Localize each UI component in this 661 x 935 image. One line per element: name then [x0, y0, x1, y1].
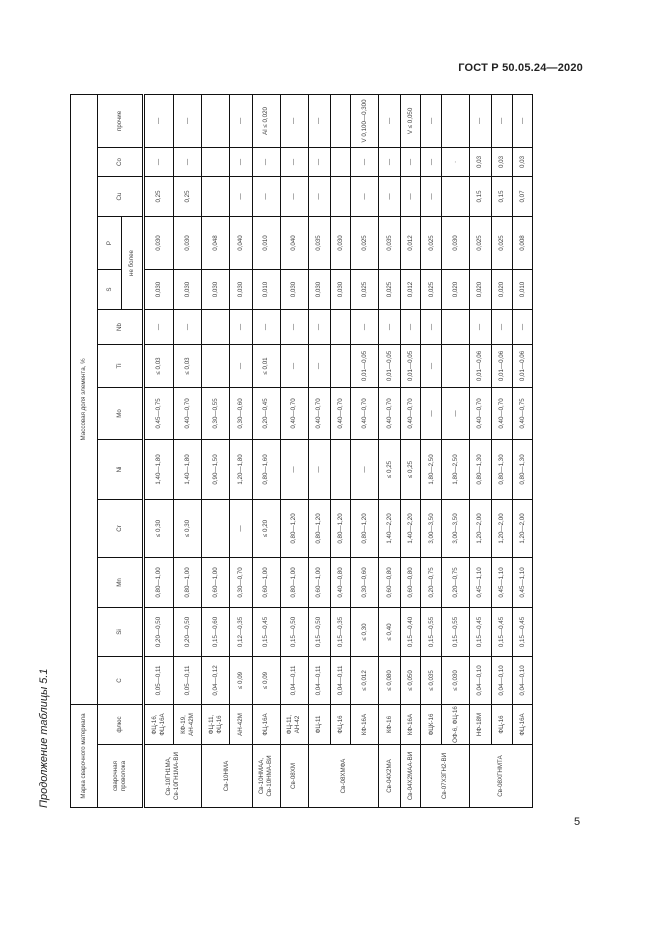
value-cell-cu: 0,25: [144, 176, 174, 216]
value-cell-ni: —: [280, 439, 308, 499]
element-header: S: [98, 269, 122, 309]
value-cell-cr: 0,80—1,20: [280, 499, 308, 557]
value-cell-nb: —: [308, 309, 330, 344]
value-cell-cu: [442, 176, 469, 216]
value-cell-other: —: [512, 94, 532, 147]
value-cell-si: 0,15—0,35: [330, 607, 350, 656]
value-cell-nb: —: [174, 309, 202, 344]
wire-grade-cell: Св-08ХГНМТА: [469, 745, 532, 808]
value-cell-mn: 0,30—0,70: [230, 557, 252, 607]
value-cell-other: —: [230, 94, 252, 147]
flux-cell: ФЦ-16А: [512, 704, 532, 744]
value-cell-co: —: [379, 147, 401, 176]
value-cell-p: 0,030: [330, 216, 350, 269]
value-cell-mo: 0,30—0,60: [230, 387, 252, 439]
flux-cell: ФЦ-11, ФЦ-16: [202, 704, 230, 744]
flux-cell: ОФ-6, ФЦ-16: [442, 704, 469, 744]
value-cell-p: 0,030: [174, 216, 202, 269]
value-cell-cu: —: [308, 176, 330, 216]
table-row: [202, 94, 230, 807]
element-header: Cu: [98, 176, 144, 216]
value-cell-ti: 0,01—0,05: [379, 344, 401, 387]
wire-grade-cell: Св-08ХМФА: [308, 745, 378, 808]
value-cell-si: 0,15—0,60: [202, 607, 230, 656]
value-cell-ni: —: [351, 439, 379, 499]
element-header: P: [98, 216, 122, 269]
value-cell-p: 0,030: [442, 216, 469, 269]
value-cell-co: —: [308, 147, 330, 176]
value-cell-ti: ≤ 0,01: [252, 344, 280, 387]
table-row: [252, 94, 280, 807]
flux-cell: ФЦК-16: [421, 704, 442, 744]
value-cell-ti: —: [280, 344, 308, 387]
value-cell-ni: 1,80—2,50: [442, 439, 469, 499]
value-cell-ti: 0,01—0,06: [512, 344, 532, 387]
flux-cell: КФ-19, АН-42М: [174, 704, 202, 744]
value-cell-mn: 0,80—1,00: [144, 557, 174, 607]
flux-cell: ФЦ-16А: [252, 704, 280, 744]
table-header: [71, 94, 144, 807]
element-header: Ni: [98, 439, 144, 499]
table-row: [351, 94, 379, 807]
wire-grade-cell: Св-08ХМ: [280, 745, 308, 808]
value-cell-cr: ≤ 0,30: [174, 499, 202, 557]
flux-cell: ФЦ-16: [330, 704, 350, 744]
value-cell-s: 0,030: [280, 269, 308, 309]
value-cell-mo: 0,40—0,70: [491, 387, 512, 439]
value-cell-other: V ≤ 0,050: [401, 94, 421, 147]
value-cell-c: 0,05—0,11: [174, 656, 202, 704]
value-cell-other: —: [491, 94, 512, 147]
value-cell-cr: 0,80—1,20: [308, 499, 330, 557]
not-more-header: не более: [122, 216, 144, 309]
value-cell-s: 0,030: [230, 269, 252, 309]
value-cell-c: ≤ 0,09: [230, 656, 252, 704]
value-cell-si: 0,15—0,45: [491, 607, 512, 656]
value-cell-nb: [330, 309, 350, 344]
value-cell-co: —: [351, 147, 379, 176]
value-cell-co: 0,03: [491, 147, 512, 176]
value-cell-ti: ≤ 0,03: [144, 344, 174, 387]
value-cell-mo: 0,40—0,70: [351, 387, 379, 439]
flux-cell: ФЦ-16: [491, 704, 512, 744]
value-cell-cu: [202, 176, 230, 216]
value-cell-ni: 1,40—1,80: [174, 439, 202, 499]
value-cell-p: 0,040: [280, 216, 308, 269]
composition-table: [70, 94, 533, 808]
element-header: Si: [98, 607, 144, 656]
value-cell-ti: —: [308, 344, 330, 387]
value-cell-co: —: [252, 147, 280, 176]
table-row: [442, 94, 469, 807]
table-row: [330, 94, 350, 807]
value-cell-mn: 0,45—1,10: [491, 557, 512, 607]
value-cell-s: 0,030: [202, 269, 230, 309]
value-cell-nb: —: [280, 309, 308, 344]
value-cell-nb: —: [491, 309, 512, 344]
value-cell-cr: 3,00—3,50: [442, 499, 469, 557]
value-cell-c: ≤ 0,012: [351, 656, 379, 704]
value-cell-ni: —: [308, 439, 330, 499]
value-cell-co: —: [280, 147, 308, 176]
element-header: Mn: [98, 557, 144, 607]
table-row: [280, 94, 308, 807]
table-row: [174, 94, 202, 807]
flux-cell: ФЦ-16, ФЦ-16А: [144, 704, 174, 744]
value-cell-mo: 0,45—0,75: [144, 387, 174, 439]
value-cell-co: ·: [442, 147, 469, 176]
value-cell-ti: 0,01—0,06: [469, 344, 491, 387]
value-cell-ti: 0,01—0,05: [351, 344, 379, 387]
value-cell-s: 0,025: [421, 269, 442, 309]
value-cell-s: 0,025: [351, 269, 379, 309]
flux-cell: КФ-16А: [351, 704, 379, 744]
value-cell-s: 0,030: [144, 269, 174, 309]
value-cell-ti: [202, 344, 230, 387]
value-cell-co: —: [421, 147, 442, 176]
value-cell-si: 0,15—0,55: [421, 607, 442, 656]
value-cell-s: 0,030: [308, 269, 330, 309]
flux-cell: АН-42М: [230, 704, 252, 744]
value-cell-c: ≤ 0,035: [421, 656, 442, 704]
value-cell-s: 0,030: [174, 269, 202, 309]
value-cell-cu: —: [421, 176, 442, 216]
value-cell-c: ≤ 0,080: [379, 656, 401, 704]
value-cell-other: —: [308, 94, 330, 147]
value-cell-mo: 0,40—0,70: [469, 387, 491, 439]
value-cell-mn: 0,45—1,10: [469, 557, 491, 607]
value-cell-mo: 0,20—0,45: [252, 387, 280, 439]
mass-fraction-header: Массовая доля элемента, %: [71, 94, 98, 704]
value-cell-nb: —: [351, 309, 379, 344]
value-cell-nb: —: [469, 309, 491, 344]
value-cell-p: 0,048: [202, 216, 230, 269]
value-cell-other: —: [280, 94, 308, 147]
table-row: [512, 94, 532, 807]
wire-grade-cell: Св-10НМА: [202, 745, 252, 808]
value-cell-si: 0,20—0,50: [144, 607, 174, 656]
value-cell-mn: 0,30—0,60: [351, 557, 379, 607]
value-cell-si: ≤ 0,40: [379, 607, 401, 656]
value-cell-other: —: [379, 94, 401, 147]
value-cell-p: 0,025: [491, 216, 512, 269]
flux-cell: НФ-18М: [469, 704, 491, 744]
value-cell-ti: [442, 344, 469, 387]
value-cell-cr: 3,00—3,50: [421, 499, 442, 557]
element-header: Nb: [98, 309, 144, 344]
value-cell-s: 0,012: [401, 269, 421, 309]
value-cell-ti: 0,01—0,06: [491, 344, 512, 387]
value-cell-ni: ≤ 0,25: [401, 439, 421, 499]
value-cell-mn: 0,80—1,00: [174, 557, 202, 607]
value-cell-c: ≤ 0,030: [442, 656, 469, 704]
value-cell-co: 0,03: [469, 147, 491, 176]
value-cell-mo: 0,40—0,70: [174, 387, 202, 439]
page-number: 5: [574, 816, 581, 828]
value-cell-si: 0,15—0,50: [280, 607, 308, 656]
value-cell-cr: 1,20—2,00: [491, 499, 512, 557]
wire-grade-cell: Св-04Х2МА: [379, 745, 401, 808]
value-cell-mn: 0,80—1,00: [280, 557, 308, 607]
value-cell-mo: 0,40—0,75: [512, 387, 532, 439]
brand-header: Марка сварочного материала: [71, 704, 98, 807]
value-cell-ni: 0,80—1,30: [491, 439, 512, 499]
value-cell-nb: —: [252, 309, 280, 344]
value-cell-co: —: [401, 147, 421, 176]
value-cell-mo: 0,30—0,55: [202, 387, 230, 439]
value-cell-s: 0,010: [252, 269, 280, 309]
table-row: [401, 94, 421, 807]
value-cell-mo: 0,40—0,70: [308, 387, 330, 439]
value-cell-ti: 0,01—0,05: [401, 344, 421, 387]
value-cell-cr: 1,20—2,00: [469, 499, 491, 557]
element-header: прочие: [98, 94, 144, 147]
value-cell-cu: [330, 176, 350, 216]
value-cell-cr: —: [230, 499, 252, 557]
value-cell-cr: 1,20—2,00: [512, 499, 532, 557]
value-cell-mo: 0,40—0,70: [280, 387, 308, 439]
value-cell-nb: —: [379, 309, 401, 344]
value-cell-cr: 0,80—1,20: [351, 499, 379, 557]
flux-header: флюс: [98, 704, 144, 744]
value-cell-cr: 0,80—1,20: [330, 499, 350, 557]
value-cell-mn: 0,60—1,00: [308, 557, 330, 607]
value-cell-s: 0,020: [442, 269, 469, 309]
value-cell-c: ≤ 0,050: [401, 656, 421, 704]
value-cell-other: —: [421, 94, 442, 147]
flux-cell: ФЦ-11: [308, 704, 330, 744]
table-row: [144, 94, 174, 807]
value-cell-cu: —: [401, 176, 421, 216]
value-cell-other: —: [174, 94, 202, 147]
value-cell-s: 0,020: [469, 269, 491, 309]
value-cell-mn: 0,20—0,75: [442, 557, 469, 607]
value-cell-ni: 1,20—1,80: [230, 439, 252, 499]
value-cell-cu: —: [252, 176, 280, 216]
value-cell-other: [330, 94, 350, 147]
value-cell-ni: 0,90—1,50: [202, 439, 230, 499]
value-cell-cu: 0,25: [174, 176, 202, 216]
value-cell-other: [202, 94, 230, 147]
value-cell-mo: 0,40—0,70: [330, 387, 350, 439]
element-header: Co: [98, 147, 144, 176]
table-body: [144, 94, 533, 807]
element-header: Cr: [98, 499, 144, 557]
value-cell-s: 0,030: [330, 269, 350, 309]
value-cell-c: 0,04—0,10: [512, 656, 532, 704]
value-cell-cr: ≤ 0,30: [144, 499, 174, 557]
value-cell-si: 0,15—0,45: [252, 607, 280, 656]
value-cell-c: 0,04—0,11: [330, 656, 350, 704]
value-cell-other: —: [469, 94, 491, 147]
value-cell-cu: —: [230, 176, 252, 216]
value-cell-cu: —: [379, 176, 401, 216]
table-row: [421, 94, 442, 807]
value-cell-ni: [330, 439, 350, 499]
value-cell-c: ≤ 0,09: [252, 656, 280, 704]
value-cell-co: —: [144, 147, 174, 176]
value-cell-ni: 1,80—2,50: [421, 439, 442, 499]
value-cell-si: 0,15—0,45: [469, 607, 491, 656]
value-cell-co: —: [230, 147, 252, 176]
value-cell-other: —: [144, 94, 174, 147]
value-cell-cu: 0,07: [512, 176, 532, 216]
table-row: [469, 94, 491, 807]
flux-cell: КФ-16: [379, 704, 401, 744]
value-cell-mo: —: [421, 387, 442, 439]
value-cell-mo: 0,40—0,70: [401, 387, 421, 439]
value-cell-si: 0,20—0,50: [174, 607, 202, 656]
value-cell-co: [330, 147, 350, 176]
value-cell-p: 0,035: [308, 216, 330, 269]
value-cell-p: 0,025: [469, 216, 491, 269]
element-header: C: [98, 656, 144, 704]
value-cell-p: 0,012: [401, 216, 421, 269]
value-cell-mn: 0,45—1,10: [512, 557, 532, 607]
value-cell-co: 0,03: [512, 147, 532, 176]
value-cell-nb: [442, 309, 469, 344]
value-cell-mn: 0,60—0,80: [401, 557, 421, 607]
element-header: Mo: [98, 387, 144, 439]
wire-grade-cell: Св-10ГН1МА, Св-10ГН1МА-ВИ: [144, 745, 202, 808]
flux-cell: КФ-16А: [401, 704, 421, 744]
document-code: ГОСТ Р 50.05.24—2020: [458, 62, 583, 74]
value-cell-ti: [330, 344, 350, 387]
value-cell-ni: 0,80—1,30: [512, 439, 532, 499]
value-cell-other: Al ≤ 0,020: [252, 94, 280, 147]
value-cell-nb: —: [401, 309, 421, 344]
flux-cell: ФЦ-11, АН-42: [280, 704, 308, 744]
value-cell-cu: —: [280, 176, 308, 216]
wire-grade-cell: Св-07Х3ГН2-ВИ: [421, 745, 469, 808]
value-cell-cu: 0,15: [491, 176, 512, 216]
value-cell-cr: ≤ 0,20: [252, 499, 280, 557]
value-cell-cr: 1,40—2,20: [401, 499, 421, 557]
value-cell-si: 0,15—0,55: [442, 607, 469, 656]
value-cell-c: 0,04—0,10: [491, 656, 512, 704]
value-cell-mn: 0,60—1,00: [252, 557, 280, 607]
value-cell-cr: [202, 499, 230, 557]
value-cell-s: 0,025: [379, 269, 401, 309]
value-cell-nb: —: [144, 309, 174, 344]
value-cell-p: 0,025: [351, 216, 379, 269]
value-cell-ni: 0,80—1,30: [469, 439, 491, 499]
value-cell-other: V 0,100—0,300: [351, 94, 379, 147]
value-cell-p: 0,040: [230, 216, 252, 269]
value-cell-mn: 0,60—1,00: [202, 557, 230, 607]
value-cell-cu: 0,15: [469, 176, 491, 216]
value-cell-co: —: [174, 147, 202, 176]
value-cell-p: 0,030: [144, 216, 174, 269]
value-cell-ni: 1,40—1,80: [144, 439, 174, 499]
value-cell-s: 0,010: [512, 269, 532, 309]
table-caption: Продолжение таблицы 5.1: [38, 668, 50, 808]
composition-table-container: [70, 95, 533, 808]
value-cell-p: 0,035: [379, 216, 401, 269]
value-cell-si: 0,15—0,45: [512, 607, 532, 656]
value-cell-s: 0,020: [491, 269, 512, 309]
value-cell-mn: 0,60—0,80: [379, 557, 401, 607]
value-cell-mo: —: [442, 387, 469, 439]
value-cell-ni: ≤ 0,25: [379, 439, 401, 499]
value-cell-si: 0,15—0,40: [401, 607, 421, 656]
value-cell-p: 0,010: [252, 216, 280, 269]
value-cell-cr: 1,40—2,20: [379, 499, 401, 557]
value-cell-other: [442, 94, 469, 147]
value-cell-c: 0,04—0,10: [469, 656, 491, 704]
value-cell-nb: [202, 309, 230, 344]
value-cell-co: [202, 147, 230, 176]
wire-header: сварочная проволока: [98, 745, 144, 808]
table-row: [230, 94, 252, 807]
value-cell-mo: 0,40—0,70: [379, 387, 401, 439]
value-cell-cu: —: [351, 176, 379, 216]
value-cell-si: 0,12—0,35: [230, 607, 252, 656]
value-cell-mn: 0,20—0,75: [421, 557, 442, 607]
value-cell-ti: ≤ 0,03: [174, 344, 202, 387]
value-cell-si: ≤ 0,30: [351, 607, 379, 656]
value-cell-nb: —: [421, 309, 442, 344]
value-cell-c: 0,04—0,12: [202, 656, 230, 704]
wire-grade-cell: Св-04Х2МАА-ВИ: [401, 745, 421, 808]
value-cell-p: 0,008: [512, 216, 532, 269]
table-row: [379, 94, 401, 807]
table-row: [491, 94, 512, 807]
value-cell-c: 0,05—0,11: [144, 656, 174, 704]
value-cell-c: 0,04—0,11: [280, 656, 308, 704]
value-cell-nb: —: [512, 309, 532, 344]
value-cell-mn: 0,40—0,80: [330, 557, 350, 607]
value-cell-ni: 0,80—1,60: [252, 439, 280, 499]
element-header: Ti: [98, 344, 144, 387]
value-cell-ti: —: [421, 344, 442, 387]
wire-grade-cell: Св-10НМАА, Св-10НМА-ВИ: [252, 745, 280, 808]
value-cell-nb: —: [230, 309, 252, 344]
value-cell-c: 0,04—0,11: [308, 656, 330, 704]
value-cell-p: 0,025: [421, 216, 442, 269]
table-row: [308, 94, 330, 807]
value-cell-ti: —: [230, 344, 252, 387]
value-cell-si: 0,15—0,50: [308, 607, 330, 656]
